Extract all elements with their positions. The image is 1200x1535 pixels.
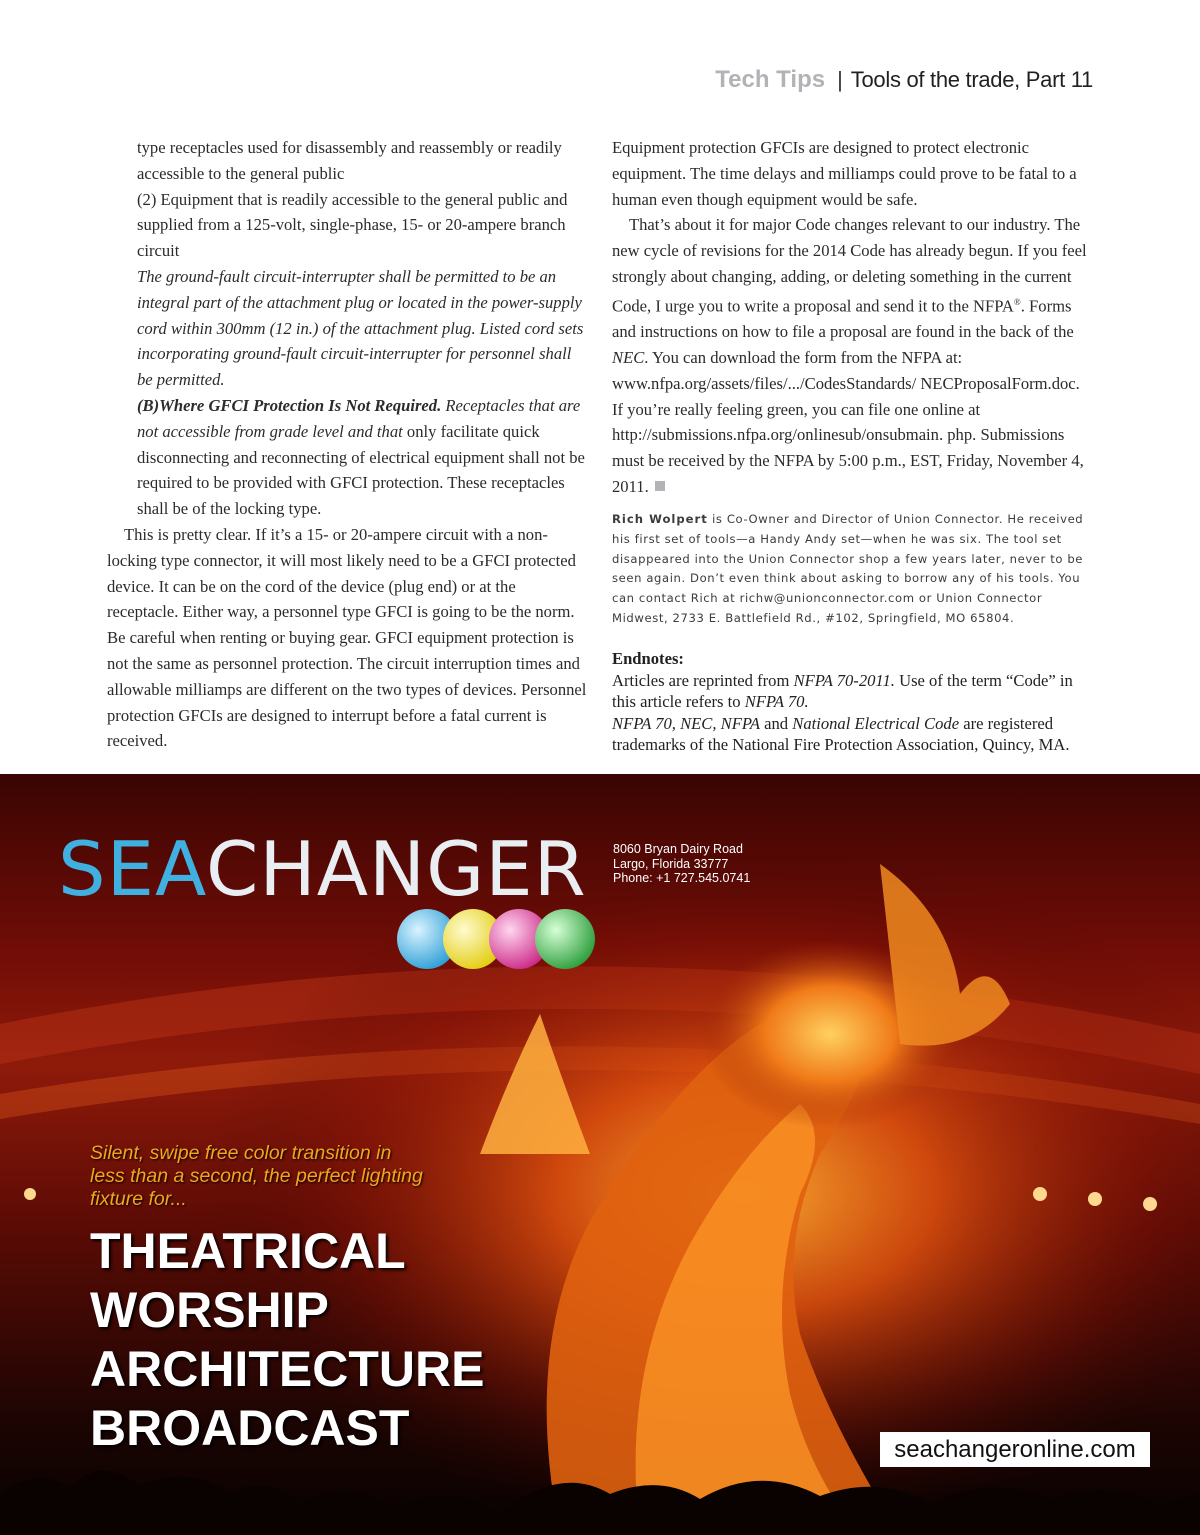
endnotes [612, 648, 1094, 756]
website-link[interactable]: seachangeronline.com [880, 1432, 1150, 1467]
market-list [90, 1222, 484, 1458]
market-item: THEATRICAL [90, 1223, 406, 1279]
address-phone: Phone: +1 727.545.0741 [613, 871, 751, 885]
company-address [613, 842, 750, 886]
market-item: WORSHIP [90, 1282, 329, 1338]
seachanger-logo [58, 825, 587, 913]
bio-text: is Co-Owner and Director of Union Connector. He received his first set of tools—a Handy Andy set—when he was six. The tool set disappeared into the Union Connector shop a few years later, never to be seen again. Don’t even think about asking to borrow any of his tools. You can contact Rich at richw@unionconnector.com or Union Connector Midwest, 2733 E. Battlefield Rd., #102, Springfield, MO 65804. [612, 512, 1084, 625]
logo-ball-green [535, 909, 595, 969]
market-item: ARCHITECTURE [90, 1341, 485, 1397]
header-separator: | [837, 67, 843, 92]
section-b-text: only facilitate quick disconnecting and reconnecting of electrical equipment shall not be required to be provided with GFCI protection. These receptacles shall be of the locking type. [137, 421, 585, 519]
endnote-citation: NFPA 70. [744, 692, 809, 711]
body-paragraph: This is pretty clear. If it’s a 15- or 20-ampere circuit with a non-locking type connector, it will most likely need to be a GFCI protected device. It can be on the cord of the device (plug end) or at the receptacle. Either way, a personnel type GFCI is going to be the norm. Be careful when renting or buying gear. GFCI equipment protection is not the same as personnel protection. The circuit interruption times and allowable milliamps are different on the two types of devices. Personnel protection GFCIs are designed to interrupt before a fatal current is received. [107, 524, 587, 751]
ad-tagline: Silent, swipe free color transition in less than a second, the perfect lighting fixture for... [90, 1142, 423, 1210]
endnote-citation: National Electrical Code [792, 713, 960, 733]
section-b-heading: (B)Where GFCI Protection Is Not Required. [137, 395, 442, 415]
body-paragraph: Equipment protection GFCIs are designed to protect electronic equipment. The time delays and milliamps could prove to be fatal to a human even though equipment would be safe. [612, 138, 1077, 209]
market-item: BROADCAST [90, 1400, 410, 1456]
article-column-right [612, 135, 1094, 500]
author-bio [612, 510, 1090, 629]
endnote-1 [612, 670, 1094, 713]
end-of-article-icon [655, 481, 665, 491]
endnote-text: and [759, 713, 793, 733]
section-b-italic: Receptacles that are not accessible from grade level and that [137, 395, 581, 441]
nec-reference: NEC [612, 347, 645, 367]
registered-mark: ® [1013, 296, 1021, 307]
endnote-citation: NFPA 70-2011. [793, 670, 895, 690]
paragraph-text: That’s about it for major Code changes relevant to our industry. The new cycle of revisions for the 2014 Code has already begun. If you feel strongly about changing, adding, or deleting something in the current Code, I urge you to write a proposal and send it to the NFPA [612, 215, 1087, 316]
address-city: Largo, Florida 33777 [613, 856, 729, 871]
endnote-text: Use of the term “Code” in this article refers to [612, 670, 1073, 711]
endnote-2 [612, 713, 1094, 756]
endnote-text: Articles are reprinted from [612, 670, 794, 690]
article-column-left [107, 135, 589, 754]
code-section-b [107, 393, 589, 522]
page-header [715, 66, 1093, 94]
logo-changer: CHANGER [205, 825, 587, 913]
endnote-citation: NFPA 70, NEC, NFPA [612, 713, 760, 733]
section-label: Tech Tips [715, 66, 826, 93]
address-street: 8060 Bryan Dairy Road [613, 842, 743, 856]
author-name: Rich Wolpert [612, 512, 708, 526]
logo-sea: SEA [58, 825, 206, 913]
code-exception: The ground-fault circuit-interrupter shall be permitted to be an integral part of the attachment plug or located in the power-supply cord within 300mm (12 in.) of the attachment plug. Listed cord sets incorporating ground-fault circuit-interrupter for personnel shall be permitted. [137, 266, 584, 390]
seachanger-advertisement[interactable] [0, 774, 1200, 1535]
endnote-text: are registered trademarks of the National Fire Protection Association, Quincy, MA. [612, 713, 1070, 754]
code-text-continued: type receptacles used for disassembly and reassembly or readily accessible to the general public [137, 138, 562, 183]
paragraph-text: . You can download the form from the NFPA at: www.nfpa.org/assets/files/.../CodesStandards/ NECProposalForm.doc. If you’re really feeling green, you can file one online at http://submissions.nfpa.org/onlinesub/onsubmain. php. Submissions must be received by the NFPA by 5:00 p.m., EST, Friday, November 4, 2011. [612, 347, 1084, 496]
body-paragraph [612, 212, 1094, 499]
endnotes-heading: Endnotes: [612, 649, 684, 668]
paragraph-text: . Forms and instructions on how to file a proposal are found in the back of the [612, 296, 1074, 342]
series-title: Tools of the trade, Part 11 [850, 67, 1093, 92]
code-item-2: (2) Equipment that is readily accessible to the general public and supplied from a 125-volt, single-phase, 15- or 20-ampere branch circuit [137, 189, 568, 261]
